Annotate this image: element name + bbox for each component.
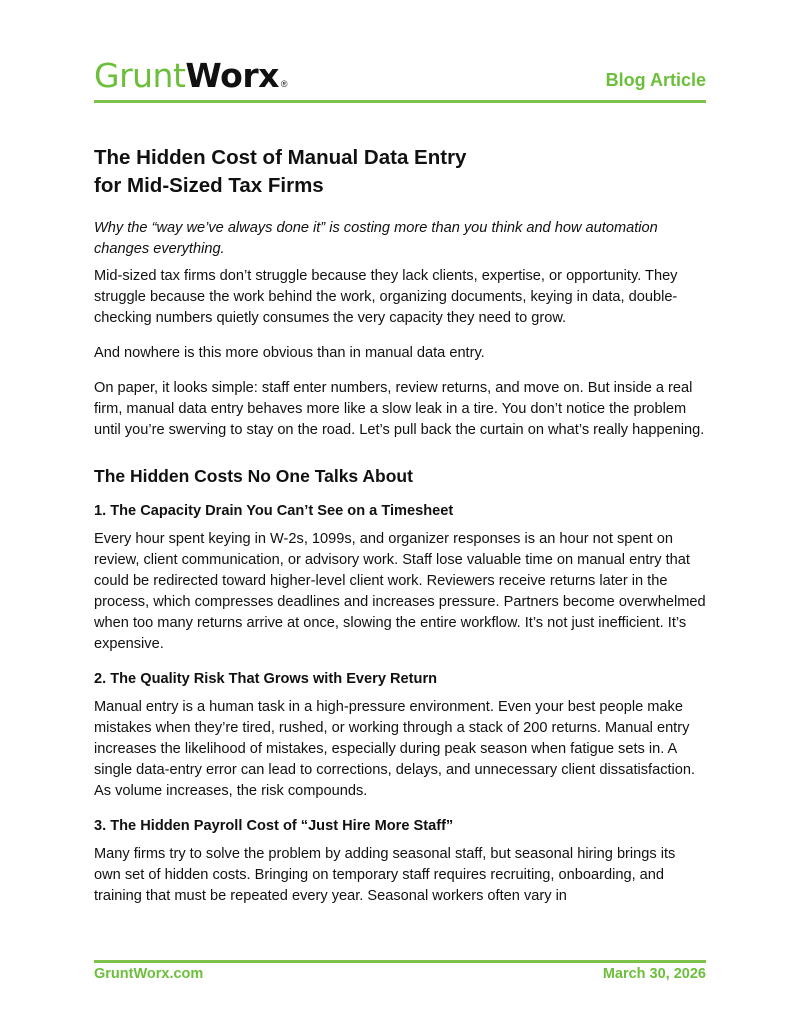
intro-paragraph: And nowhere is this more obvious than in manual data entry. bbox=[94, 345, 485, 361]
article-subtitle: Why the “way we’ve always done it” is costing more than you think and how automation changes everything. bbox=[94, 220, 658, 257]
gruntworx-logo bbox=[94, 56, 288, 96]
footer-divider bbox=[94, 960, 706, 963]
logo-grunt-text: Grunt bbox=[94, 56, 186, 95]
page-header bbox=[94, 56, 706, 100]
title-line-1: The Hidden Cost of Manual Data Entry bbox=[94, 146, 467, 169]
article-type-label: Blog Article bbox=[605, 70, 706, 90]
intro-paragraph: Mid-sized tax firms don’t struggle because they lack clients, expertise, or opportunity. They struggle because the work behind the work, organizing documents, keying in data, double-checking numbers quietly consumes the very capacity they need to grow. bbox=[94, 268, 678, 326]
header-divider bbox=[94, 100, 706, 103]
footer-date: March 30, 2026 bbox=[602, 966, 706, 982]
footer-site-link[interactable]: GruntWorx.com bbox=[94, 966, 204, 982]
intro-paragraph: On paper, it looks simple: staff enter numbers, review returns, and move on. But inside a real firm, manual data entry behaves more like a slow leak in a tire. You don’t notice the problem until you’re swerving to stay on the road. Let’s pull back the curtain on what’s really happening. bbox=[94, 380, 705, 438]
section-heading: The Hidden Costs No One Talks About bbox=[94, 466, 413, 486]
title-line-2: for Mid-Sized Tax Firms bbox=[94, 174, 324, 197]
subsection-heading: 2. The Quality Risk That Grows with Every Return bbox=[94, 671, 438, 687]
article-title bbox=[94, 144, 706, 200]
subsection-body: Many firms try to solve the problem by adding seasonal staff, but seasonal hiring brings its own set of hidden costs. Bringing on temporary staff requires recruiting, onboarding, and training that must be repeated every year. Seasonal workers often vary in bbox=[94, 846, 676, 904]
article-body bbox=[94, 144, 706, 921]
logo-worx-text: Worx bbox=[185, 56, 279, 95]
subsection-body: Every hour spent keying in W-2s, 1099s, and organizer responses is an hour not spent on review, client communication, or advisory work. Staff lose valuable time on manual entry that could be redirected toward higher-level client work. Reviewers receive returns later in the process, which compresses deadlines and increases pressure. Partners become overwhelmed when too many returns arrive at once, slowing the entire workflow. It’s not just inefficient. It’s expensive. bbox=[94, 531, 706, 652]
subsection-heading: 1. The Capacity Drain You Can’t See on a Timesheet bbox=[94, 503, 454, 519]
registered-mark: ® bbox=[280, 79, 288, 89]
subsection-body: Manual entry is a human task in a high-pressure environment. Even your best people make mistakes when they’re tired, rushed, or working through a stack of 200 returns. Manual entry increases the likelihood of mistakes, especially during peak season when fatigue sets in. A single data-entry error can lead to corrections, delays, and unnecessary client dissatisfaction. As volume increases, the risk compounds. bbox=[94, 699, 696, 799]
subsection-heading: 3. The Hidden Payroll Cost of “Just Hire More Staff” bbox=[94, 818, 454, 834]
